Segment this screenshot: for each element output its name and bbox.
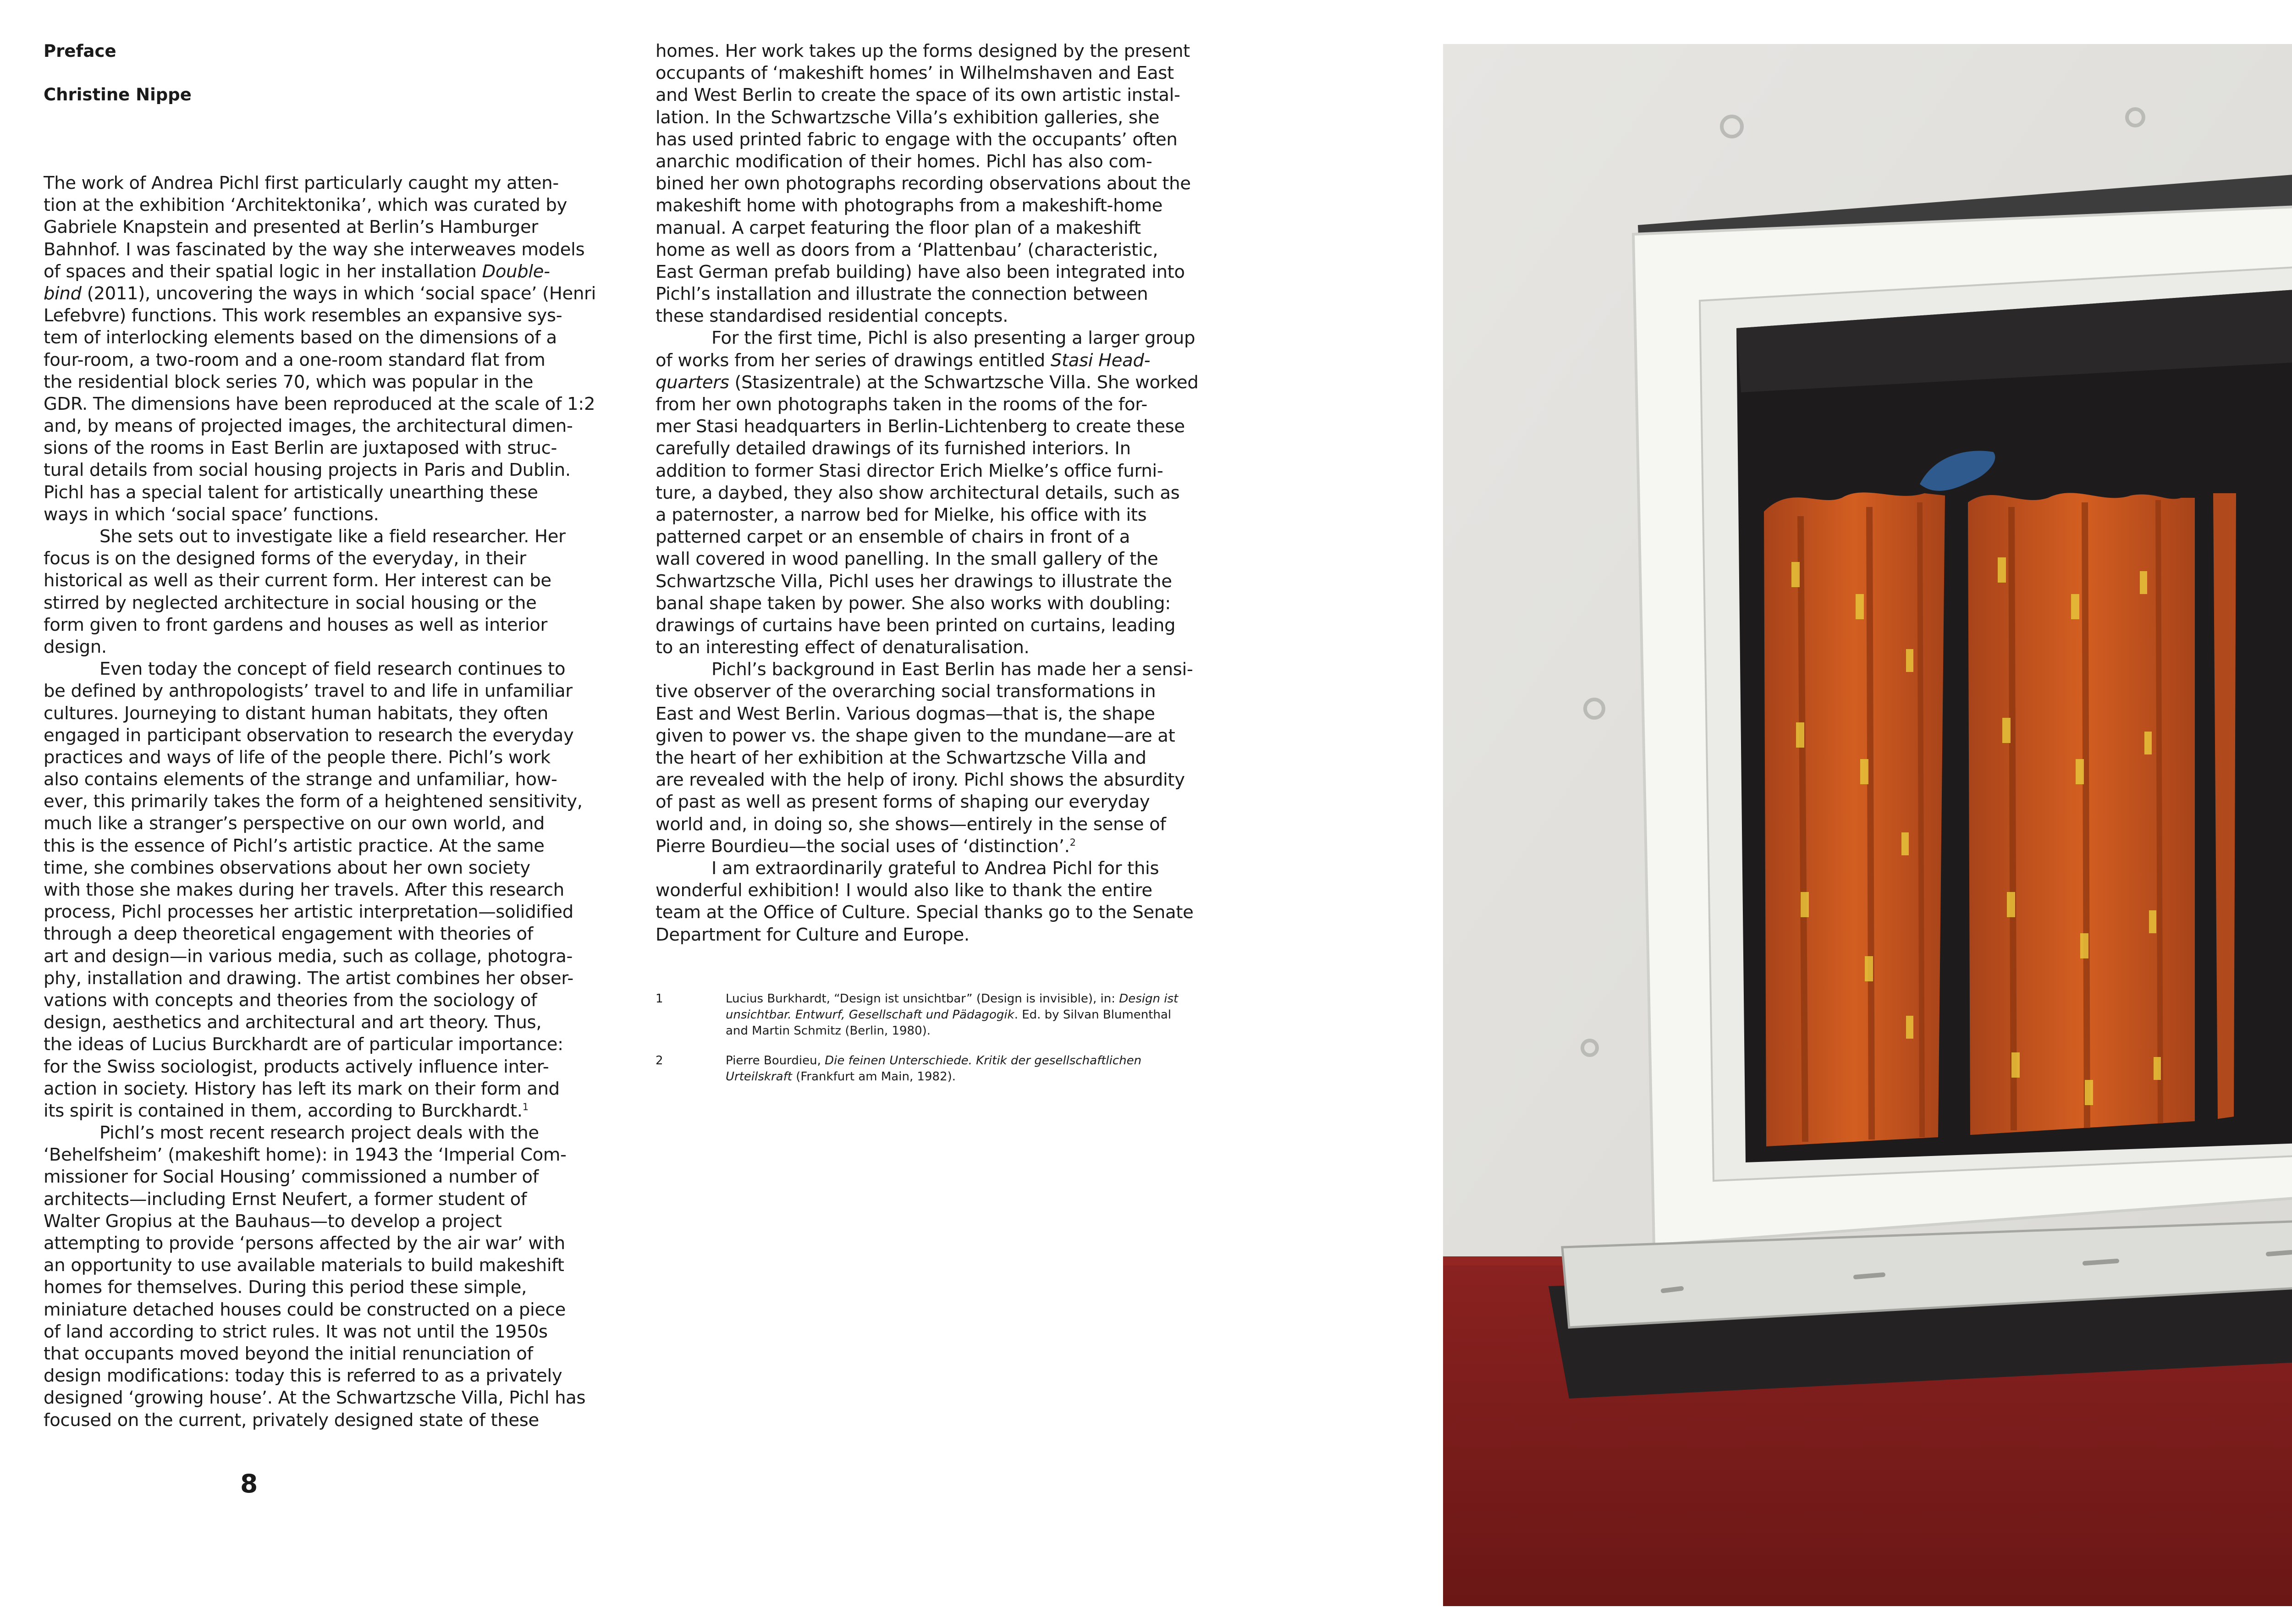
curtain-left-panel <box>1764 492 1945 1146</box>
text-line <box>44 769 621 791</box>
text-line <box>656 924 1233 946</box>
window-illustration <box>1443 44 2292 1606</box>
text-line <box>44 1321 621 1343</box>
text-run: phy, installation and drawing. The artist combines her obser- <box>44 968 573 989</box>
text-line <box>44 261 621 283</box>
text-line <box>656 394 1233 416</box>
text-run: For the first time, Pichl is also presenting a larger group <box>711 328 1196 349</box>
text-run: Pichl’s background in East Berlin has made her a sensi- <box>711 659 1193 680</box>
text-run: tion at the exhibition ‘Architektonika’, which was curated by <box>44 195 567 216</box>
text-run: of land according to strict rules. It was not until the 1950s <box>44 1321 548 1342</box>
author-name: Christine Nippe <box>44 85 192 105</box>
text-run: design modifications: today this is referred to as a privately <box>44 1365 562 1387</box>
text-run: carefully detailed drawings of its furnished interiors. In <box>656 438 1131 459</box>
text-run: cultures. Journeying to distant human habitats, they often <box>44 703 548 724</box>
text-line <box>44 305 621 327</box>
italic-text: Urteilskraft <box>726 1070 792 1084</box>
text-run: stirred by neglected architecture in social housing or the <box>44 592 537 613</box>
text-line <box>656 725 1233 747</box>
text-run: are revealed with the help of irony. Pichl shows the absurdity <box>656 770 1185 791</box>
text-run: practices and ways of life of the people there. Pichl’s work <box>44 747 551 768</box>
text-line <box>44 813 621 835</box>
text-line <box>44 216 621 238</box>
text-run: Bahnhof. I was fascinated by the way she interweaves models <box>44 239 585 260</box>
text-line <box>44 1144 621 1166</box>
text-line <box>656 460 1233 482</box>
text-run: to an interesting effect of denaturalisation. <box>656 637 1030 658</box>
text-line <box>656 747 1233 769</box>
text-run: an opportunity to use available materials to build makeshift <box>44 1255 564 1276</box>
text-line <box>44 703 621 725</box>
text-run: historical as well as their current form. Her interest can be <box>44 570 551 591</box>
text-run: manual. A carpet featuring the floor plan of a makeshift <box>656 217 1141 238</box>
footnote <box>656 1053 1233 1085</box>
text-run: Pierre Bourdieu—the social uses of ‘distinction’. <box>656 836 1070 857</box>
text-run: Even today the concept of field research continues to <box>99 659 566 680</box>
text-run: through a deep theoretical engagement with theories of <box>44 924 533 945</box>
text-run: also contains elements of the strange and unfamiliar, how- <box>44 769 557 790</box>
text-run: Pierre Bourdieu, <box>726 1054 825 1068</box>
italic-text: Double- <box>482 261 550 282</box>
text-line <box>656 681 1233 703</box>
text-line <box>44 482 621 504</box>
text-run: addition to former Stasi director Erich Mielke’s office furni- <box>656 460 1163 481</box>
text-run: designed ‘growing house’. At the Schwartzsche Villa, Pichl has <box>44 1387 586 1409</box>
italic-text: unsichtbar. Entwurf, Gesellschaft und Pädagogik <box>726 1008 1014 1022</box>
footnote-line <box>726 1053 1233 1069</box>
text-line <box>44 614 621 636</box>
text-line <box>656 615 1233 637</box>
text-run: a paternoster, a narrow bed for Mielke, his office with its <box>656 504 1147 525</box>
text-run: ways in which ‘social space’ functions. <box>44 504 379 525</box>
text-line <box>656 84 1233 106</box>
text-run: I am extraordinarily grateful to Andrea Pichl for this <box>711 858 1159 879</box>
text-run: wonderful exhibition! I would also like to thank the entire <box>656 880 1152 901</box>
text-run: be defined by anthropologists’ travel to and life in unfamiliar <box>44 681 573 702</box>
text-line <box>44 1409 621 1431</box>
text-line <box>44 1299 621 1321</box>
text-line <box>44 1078 621 1100</box>
text-line <box>656 880 1233 902</box>
text-line <box>656 416 1233 438</box>
text-run: that occupants moved beyond the initial renunciation of <box>44 1343 533 1364</box>
footnote-reference: 1 <box>522 1101 529 1113</box>
footnote-line <box>726 1023 1233 1039</box>
text-line <box>656 327 1233 349</box>
text-run: ture, a daybed, they also show architectural details, such as <box>656 482 1180 503</box>
text-line <box>656 791 1233 813</box>
text-line <box>44 1166 621 1188</box>
text-run: occupants of ‘makeshift homes’ in Wilhelmshaven and East <box>656 63 1174 84</box>
text-line <box>656 548 1233 570</box>
text-line <box>44 327 621 349</box>
text-line <box>44 592 621 614</box>
text-line <box>656 482 1233 504</box>
text-run: Gabriele Knapstein and presented at Berlin’s Hamburger <box>44 217 538 238</box>
text-run: . Ed. by Silvan Blumenthal <box>1014 1008 1172 1022</box>
text-run: design, aesthetics and architectural and art theory. Thus, <box>44 1012 542 1033</box>
text-run: and Martin Schmitz (Berlin, 1980). <box>726 1024 931 1038</box>
text-run: Pichl’s most recent research project deals with the <box>99 1123 539 1144</box>
text-run: bined her own photographs recording observations about the <box>656 173 1191 194</box>
footnotes <box>656 991 1233 1099</box>
text-run: makeshift home with photographs from a makeshift-home <box>656 195 1163 216</box>
page-number: 8 <box>240 1469 258 1498</box>
text-run: Department for Culture and Europe. <box>656 924 970 945</box>
text-run: Lefebvre) functions. This work resembles an expansive sys- <box>44 305 562 326</box>
text-line <box>44 194 621 216</box>
text-run: Lucius Burkhardt, “Design ist unsichtbar” (Design is invisible), in: <box>726 992 1119 1006</box>
italic-text: quarters <box>656 372 729 393</box>
footnote-line <box>726 1069 1233 1085</box>
text-line <box>44 283 621 305</box>
text-line <box>44 990 621 1012</box>
text-run: Pichl’s installation and illustrate the connection between <box>656 284 1148 305</box>
text-line <box>44 548 621 570</box>
text-line <box>656 637 1233 659</box>
text-run: world and, in doing so, she shows—entirely in the sense of <box>656 814 1166 835</box>
text-run: this is the essence of Pichl’s artistic practice. At the same <box>44 835 545 856</box>
text-line <box>656 372 1233 394</box>
text-line <box>656 814 1233 836</box>
text-line <box>44 857 621 879</box>
text-run: The work of Andrea Pichl first particularly caught my atten- <box>44 173 559 193</box>
text-run: team at the Office of Culture. Special thanks go to the Senate <box>656 902 1194 923</box>
text-run: patterned carpet or an ensemble of chairs in front of a <box>656 527 1130 548</box>
text-run: action in society. History has left its mark on their form and <box>44 1078 560 1099</box>
footnote-line <box>726 1007 1233 1023</box>
text-line <box>656 836 1233 858</box>
text-line <box>44 393 621 415</box>
body-text-left-column <box>44 172 621 1431</box>
text-run: form given to front gardens and houses as well as interior <box>44 614 548 635</box>
text-run: ‘Behelfsheim’ (makeshift home): in 1943 the ‘Imperial Com- <box>44 1145 567 1166</box>
text-line <box>656 350 1233 372</box>
text-run: given to power vs. the shape given to the mundane—are at <box>656 725 1175 746</box>
text-line <box>44 1189 621 1211</box>
text-line <box>656 40 1233 62</box>
text-line <box>44 349 621 371</box>
text-line <box>44 1056 621 1078</box>
text-run: mer Stasi headquarters in Berlin-Lichtenberg to create these <box>656 416 1185 437</box>
text-line <box>656 195 1233 217</box>
italic-text: Die feinen Unterschiede. Kritik der gesellschaftlichen <box>825 1054 1142 1068</box>
text-run: miniature detached houses could be constructed on a piece <box>44 1299 566 1320</box>
text-line <box>44 1122 621 1144</box>
text-line <box>656 62 1233 84</box>
text-line <box>656 438 1233 460</box>
text-run: East and West Berlin. Various dogmas—that is, the shape <box>656 703 1155 724</box>
text-line <box>44 791 621 813</box>
text-run: the residential block series 70, which was popular in the <box>44 371 534 392</box>
text-run: from her own photographs taken in the rooms of the for- <box>656 394 1147 415</box>
text-line <box>44 1343 621 1365</box>
text-line <box>44 1387 621 1409</box>
text-line <box>656 283 1233 305</box>
text-run: art and design—in various media, such as collage, photogra- <box>44 946 573 967</box>
text-line <box>44 658 621 680</box>
text-line <box>656 504 1233 526</box>
text-run: ever, this primarily takes the form of a heightened sensitivity, <box>44 791 583 812</box>
text-line <box>656 239 1233 261</box>
text-line <box>44 636 621 658</box>
text-run: homes for themselves. During this period these simple, <box>44 1277 527 1298</box>
text-run: these standardised residential concepts. <box>656 306 1008 327</box>
text-run: tem of interlocking elements based on the dimensions of a <box>44 327 557 348</box>
italic-text: Stasi Head- <box>1050 350 1151 371</box>
text-run: the ideas of Lucius Burckhardt are of particular importance: <box>44 1034 563 1055</box>
text-line <box>44 835 621 857</box>
text-line <box>656 659 1233 681</box>
text-run: architects—including Ernst Neufert, a former student of <box>44 1189 527 1210</box>
text-run: with those she makes during her travels. After this research <box>44 880 564 900</box>
text-line <box>656 107 1233 129</box>
text-run: of past as well as present forms of shaping our everyday <box>656 792 1150 813</box>
text-run: tive observer of the overarching social transformations in <box>656 681 1156 702</box>
text-run: (2011), uncovering the ways in which ‘social space’ (Henri <box>81 283 596 304</box>
text-line <box>44 415 621 437</box>
text-run: and West Berlin to create the space of its own artistic instal- <box>656 85 1180 106</box>
text-line <box>44 946 621 968</box>
text-run: design. <box>44 636 107 657</box>
text-run: tural details from social housing projects in Paris and Dublin. <box>44 460 571 481</box>
text-run: much like a stranger’s perspective on our own world, and <box>44 813 545 834</box>
text-run: missioner for Social Housing’ commissioned a number of <box>44 1167 539 1188</box>
text-line <box>656 526 1233 548</box>
text-run: of works from her series of drawings entitled <box>656 350 1051 371</box>
text-line <box>656 217 1233 239</box>
text-run: (Frankfurt am Main, 1982). <box>792 1070 956 1084</box>
text-line <box>44 1100 621 1122</box>
curtain-right-panel <box>1968 493 2195 1135</box>
text-line <box>44 459 621 481</box>
text-run: the heart of her exhibition at the Schwartzsche Villa and <box>656 748 1146 768</box>
text-line <box>656 261 1233 283</box>
text-line <box>44 172 621 194</box>
text-line <box>44 1233 621 1255</box>
text-line <box>44 923 621 945</box>
text-run: has used printed fabric to engage with the occupants’ often <box>656 129 1178 150</box>
text-line <box>44 1255 621 1277</box>
text-line <box>44 968 621 990</box>
italic-text: Design ist <box>1119 992 1179 1006</box>
text-line <box>656 151 1233 173</box>
text-run: time, she combines observations about her own society <box>44 857 530 878</box>
text-run: banal shape taken by power. She also works with doubling: <box>656 593 1171 614</box>
text-line <box>656 571 1233 593</box>
text-line <box>656 902 1233 924</box>
text-run: attempting to provide ‘persons affected by the air war’ with <box>44 1233 565 1254</box>
text-run: focus is on the designed forms of the everyday, in their <box>44 548 526 569</box>
text-line <box>44 680 621 702</box>
text-run: lation. In the Schwartzsche Villa’s exhibition galleries, she <box>656 107 1160 128</box>
footnote-number: 2 <box>656 1054 663 1068</box>
text-line <box>44 1277 621 1299</box>
text-line <box>656 769 1233 791</box>
text-run: its spirit is contained in them, according to Burckhardt. <box>44 1100 523 1121</box>
text-run: sions of the rooms in East Berlin are juxtaposed with struc- <box>44 438 557 459</box>
text-run: Schwartzsche Villa, Pichl uses her drawings to illustrate the <box>656 571 1172 592</box>
text-line <box>44 1211 621 1233</box>
text-line <box>44 371 621 393</box>
footnote <box>656 991 1233 1039</box>
text-line <box>656 703 1233 725</box>
text-line <box>44 437 621 459</box>
text-line <box>656 173 1233 195</box>
text-line <box>44 1365 621 1387</box>
text-line <box>656 129 1233 151</box>
text-run: engaged in participant observation to research the everyday <box>44 725 574 746</box>
text-run: home as well as doors from a ‘Plattenbau’ (characteristic, <box>656 239 1158 260</box>
text-line <box>44 570 621 592</box>
text-run: four-room, a two-room and a one-room standard flat from <box>44 349 545 370</box>
italic-text: bind <box>44 283 82 304</box>
text-line <box>656 858 1233 880</box>
footnote-reference: 2 <box>1069 837 1076 848</box>
text-line <box>44 725 621 747</box>
text-line <box>656 593 1233 615</box>
text-run: East German prefab building) have also been integrated into <box>656 261 1185 282</box>
text-run: process, Pichl processes her artistic interpretation—solidified <box>44 902 573 923</box>
text-run: Walter Gropius at the Bauhaus—to develop a project <box>44 1211 502 1232</box>
text-line <box>44 239 621 261</box>
text-run: vations with concepts and theories from the sociology of <box>44 990 537 1011</box>
text-run: homes. Her work takes up the forms designed by the present <box>656 41 1190 61</box>
text-line <box>656 305 1233 327</box>
text-run: and, by means of projected images, the architectural dimen- <box>44 416 573 437</box>
section-heading: Preface <box>44 41 116 61</box>
text-run: GDR. The dimensions have been reproduced at the scale of 1:2 <box>44 393 595 414</box>
text-run: of spaces and their spatial logic in her installation <box>44 261 482 282</box>
footnote-number: 1 <box>656 992 663 1006</box>
text-run: Pichl has a special talent for artistically unearthing these <box>44 482 538 503</box>
text-run: anarchic modification of their homes. Pichl has also com- <box>656 151 1152 172</box>
text-run: wall covered in wood panelling. In the small gallery of the <box>656 549 1158 570</box>
text-line <box>44 526 621 548</box>
text-line <box>44 901 621 923</box>
text-line <box>44 504 621 526</box>
body-text-right-column <box>656 40 1233 946</box>
text-run: She sets out to investigate like a field researcher. Her <box>99 526 566 547</box>
footnote-line <box>726 991 1233 1007</box>
text-line <box>44 879 621 901</box>
text-line <box>44 1012 621 1034</box>
text-run: (Stasizentrale) at the Schwartzsche Villa. She worked <box>729 372 1199 393</box>
text-line <box>44 1034 621 1056</box>
text-run: for the Swiss sociologist, products actively influence inter- <box>44 1056 549 1077</box>
text-line <box>44 747 621 769</box>
text-run: focused on the current, privately designed state of these <box>44 1409 539 1431</box>
text-run: drawings of curtains have been printed on curtains, leading <box>656 615 1176 636</box>
